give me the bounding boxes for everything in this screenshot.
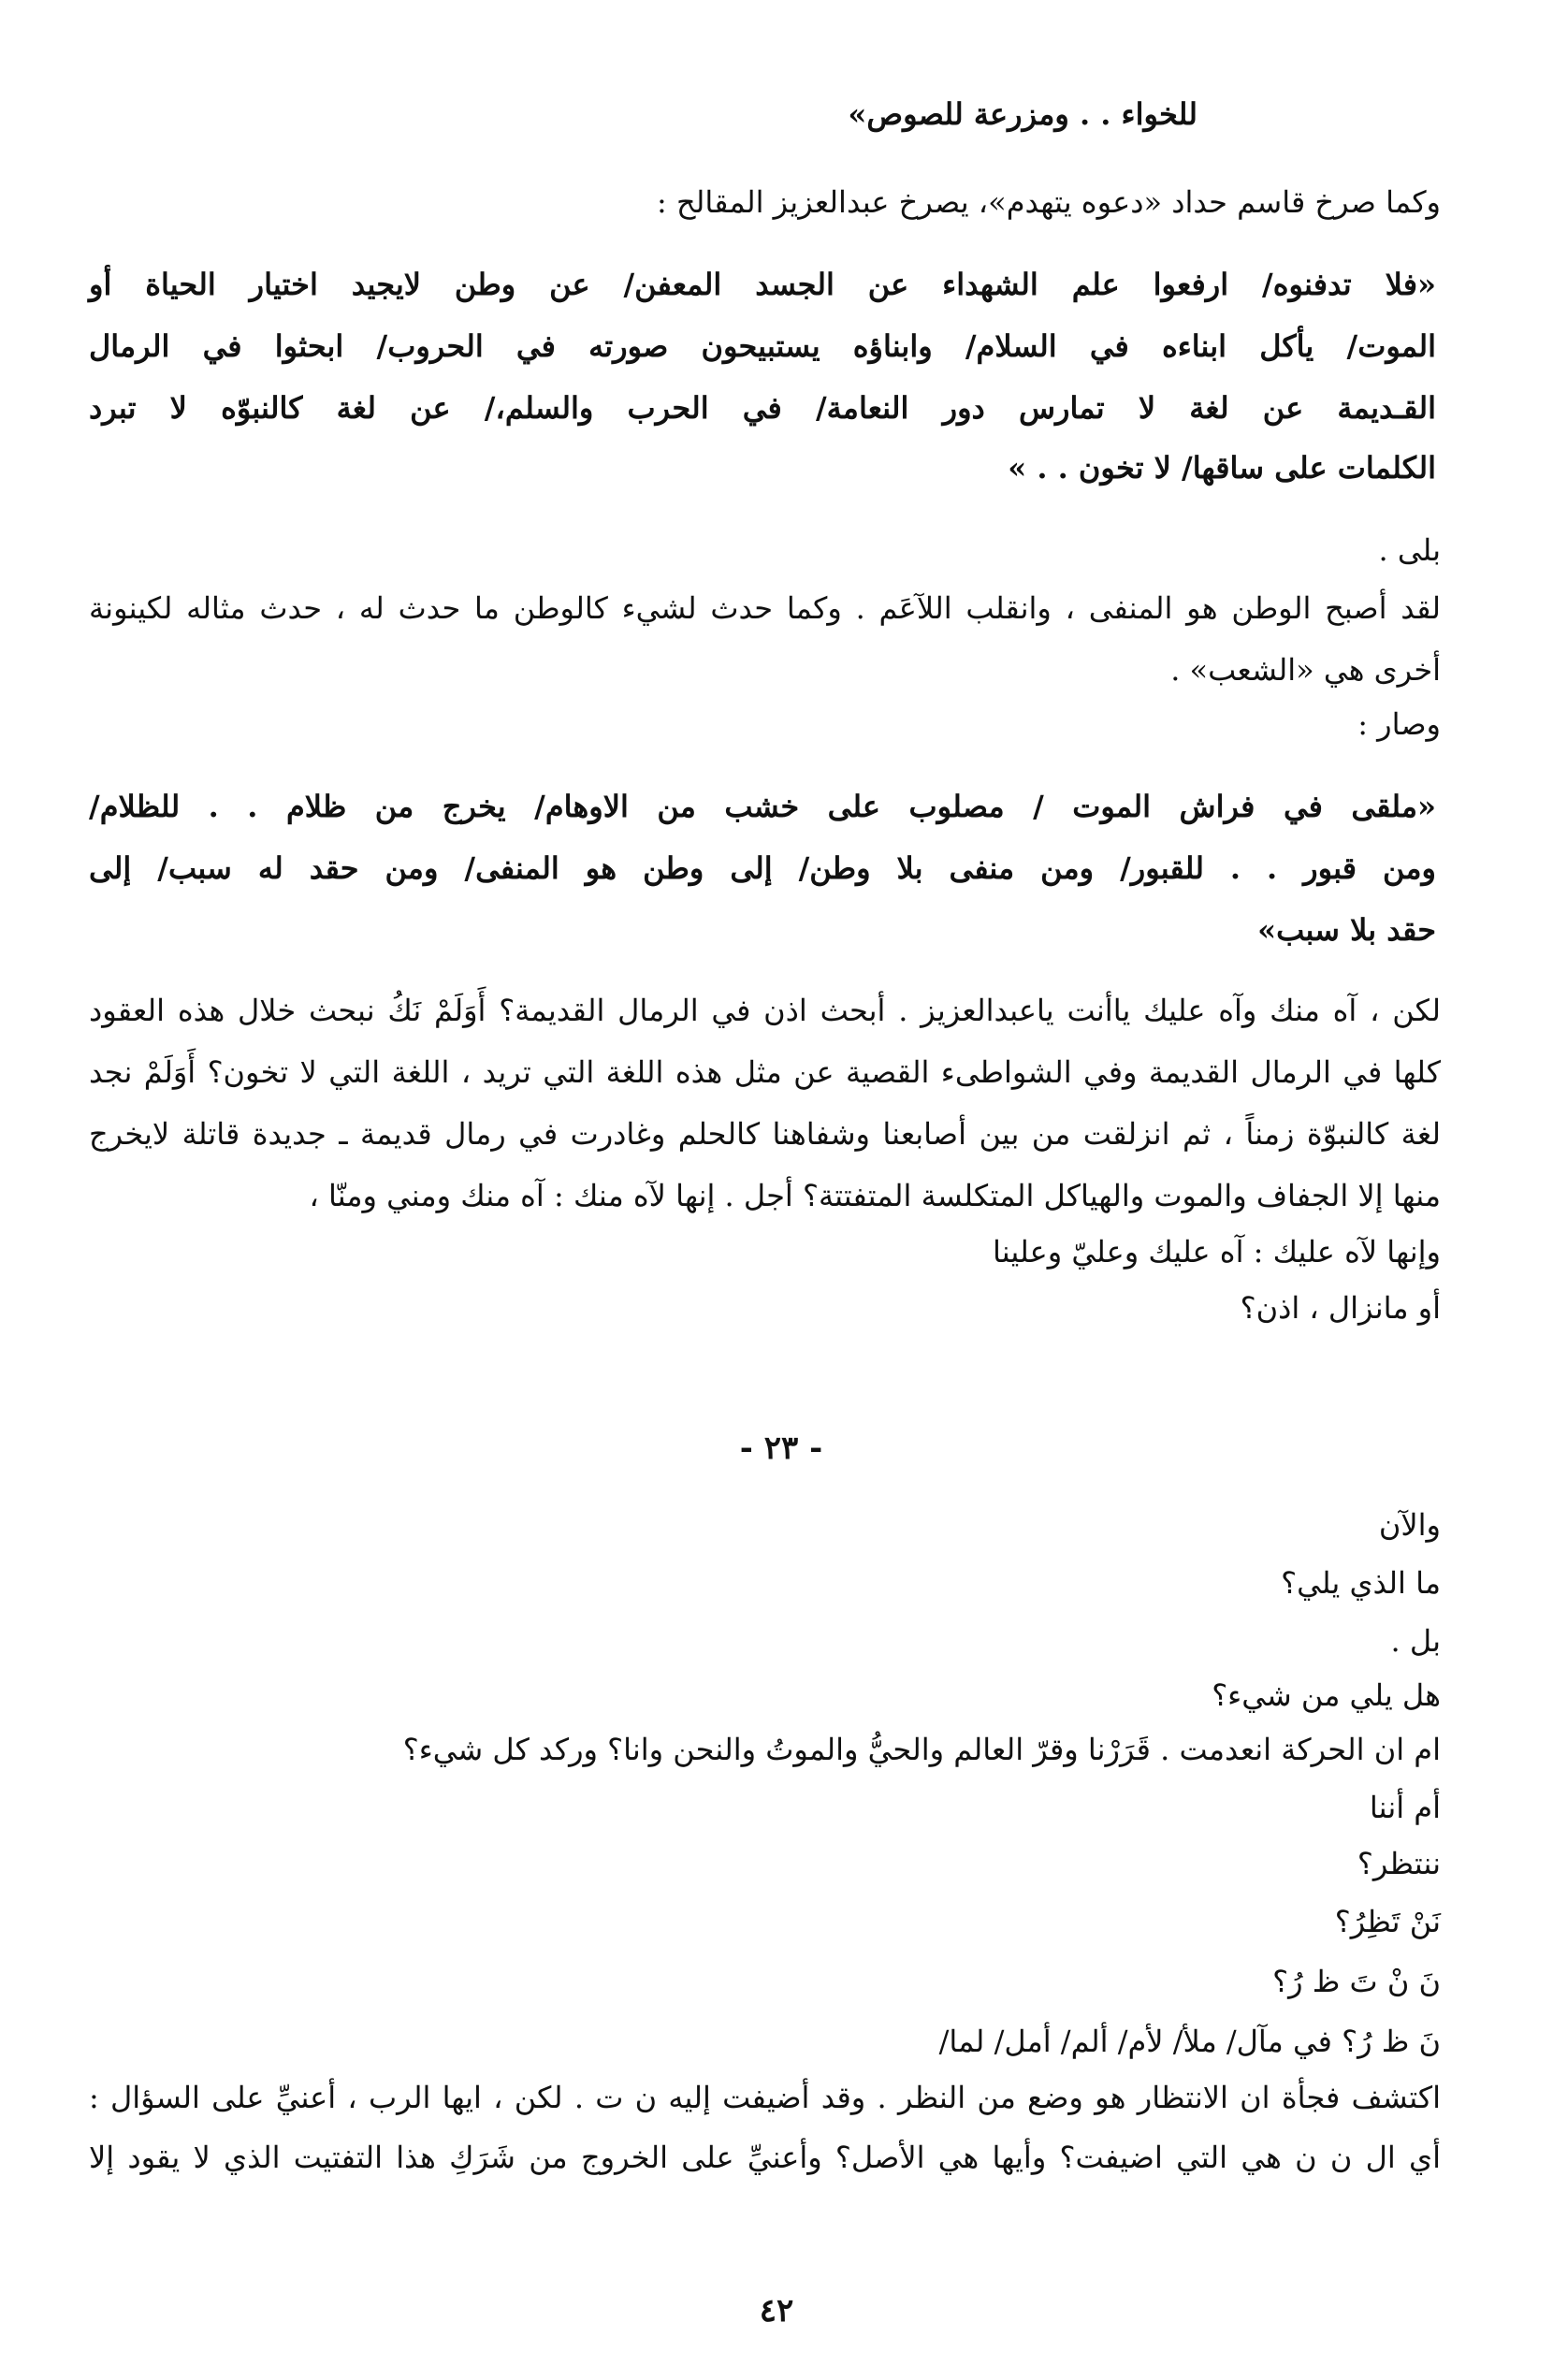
s2-line-4: هل يلي من شيء؟ [1212,1677,1441,1713]
para2-line-6: أو مانزال ، اذن؟ [1240,1290,1441,1326]
s2-line-2: ما الذي يلي؟ [1281,1565,1441,1601]
section-separator-number: - ٢٣ - [739,1429,823,1467]
quote2-line-1: «ملقى في فراش الموت / مصلوب على خشب من الاوهام/ يخرج من ظلام . . للظلام/ [89,789,1436,824]
quote1-line-3: القـديمة عن لغة لا تمارس دور النعامة/ في الحرب والسلم،/ عن لغة كالنبوّه لا تبرد [89,390,1436,426]
para2-line-5: وإنها لآه عليك : آه عليك وعليّ وعلينا [992,1234,1441,1270]
s2-line-10: نَ ظ رُ؟ في مآل/ ملأ/ لأم/ ألم/ أمل/ لما/ [938,2024,1441,2059]
s2-line-7: ننتظر؟ [1357,1846,1441,1881]
quote2-line-3: حقد بلا سبب» [1257,912,1436,948]
s2-line-1: والآن [1378,1507,1441,1543]
s2-line-12: أي ال ن ن هي التي اضيفت؟ وأيها هي الأصل؟ وأعنيِّ على الخروج من شَرَكِ هذا التفتيت الذي لا يقود إلا [89,2140,1441,2175]
s2-line-5: ام ان الحركة انعدمت . قَرَرْنا وقرّ العالم والحيُّ والموتُ والنحن وانا؟ وركد كل شيء؟ [402,1732,1441,1767]
para2-line-3: لغة كالنبوّة زمناً ، ثم انزلقت من بين أصابعنا وشفاهنا كالحلم وغادرت في رمال قديمة ـ جديدة قاتلة لايخرج [89,1116,1442,1152]
s2-line-6: أم أننا [1369,1790,1441,1825]
s2-line-9: نَ نْ تَ ظ رُ؟ [1272,1964,1441,1999]
para2-line-1: لكن ، آه منك وآه عليك ياأنت ياعبدالعزيز . أبحث اذن في الرمال القديمة؟ أَوَلَمْ نَكُ نبحث خلال هذه العقود [89,993,1441,1028]
para2-line-4: منها إلا الجفاف والموت والهياكل المتكلسة المتفتتة؟ أجل . إنها لآه منك : آه منك ومني ومنّا ، [309,1178,1441,1213]
para1-line-3: وصار : [1357,706,1441,742]
s2-line-3: بل . [1390,1623,1441,1659]
para2-line-2: كلها في الرمال القديمة وفي الشواطىء القصية عن مثل هذه اللغة التي تريد ، اللغة التي لا تخون؟ أَوَلَمْ نجد [89,1054,1442,1090]
quote2-line-2: ومن قبور . . للقبور/ ومن منفى بلا وطن/ إلى وطن هو المنفى/ ومن حقد له سبب/ إلى [89,850,1436,886]
quote1-line-1: «فلا تدفنوه/ ارفعوا علم الشهداء عن الجسد المعفن/ عن وطن لايجيد اختيار الحياة أو [89,267,1437,302]
page-number: ٤٢ [759,2292,794,2329]
quote1-line-2: الموت/ يأكل ابناءه في السلام/ وابناؤه يستبيحون صورته في الحروب/ ابحثوا في الرمال [89,328,1436,364]
para1-line-1: لقد أصبح الوطن هو المنفى ، وانقلب اللآعَم . وكما حدث لشيء كالوطن ما حدث له ، حدث مثاله لكينونة [89,590,1442,626]
s2-line-11: اكتشف فجأة ان الانتظار هو وضع من النظر . وقد أضيفت إليه ن ت . لكن ، ايها الرب ، أعنيِّ على السؤال : [89,2080,1441,2115]
section-title: للخواء . . ومزرعة للصوص» [848,96,1197,132]
intro-line: وكما صرخ قاسم حداد «دعوه يتهدم»، يصرخ عبدالعزيز المقالح : [657,184,1441,220]
bala-line: بلى . [1378,532,1441,568]
para1-line-2: أخرى هي «الشعب» . [1170,652,1441,688]
s2-line-8: نَنْ تَظِرُ؟ [1334,1904,1441,1939]
quote1-line-4: الكلمات على ساقها/ لا تخون . . » [1008,450,1436,486]
